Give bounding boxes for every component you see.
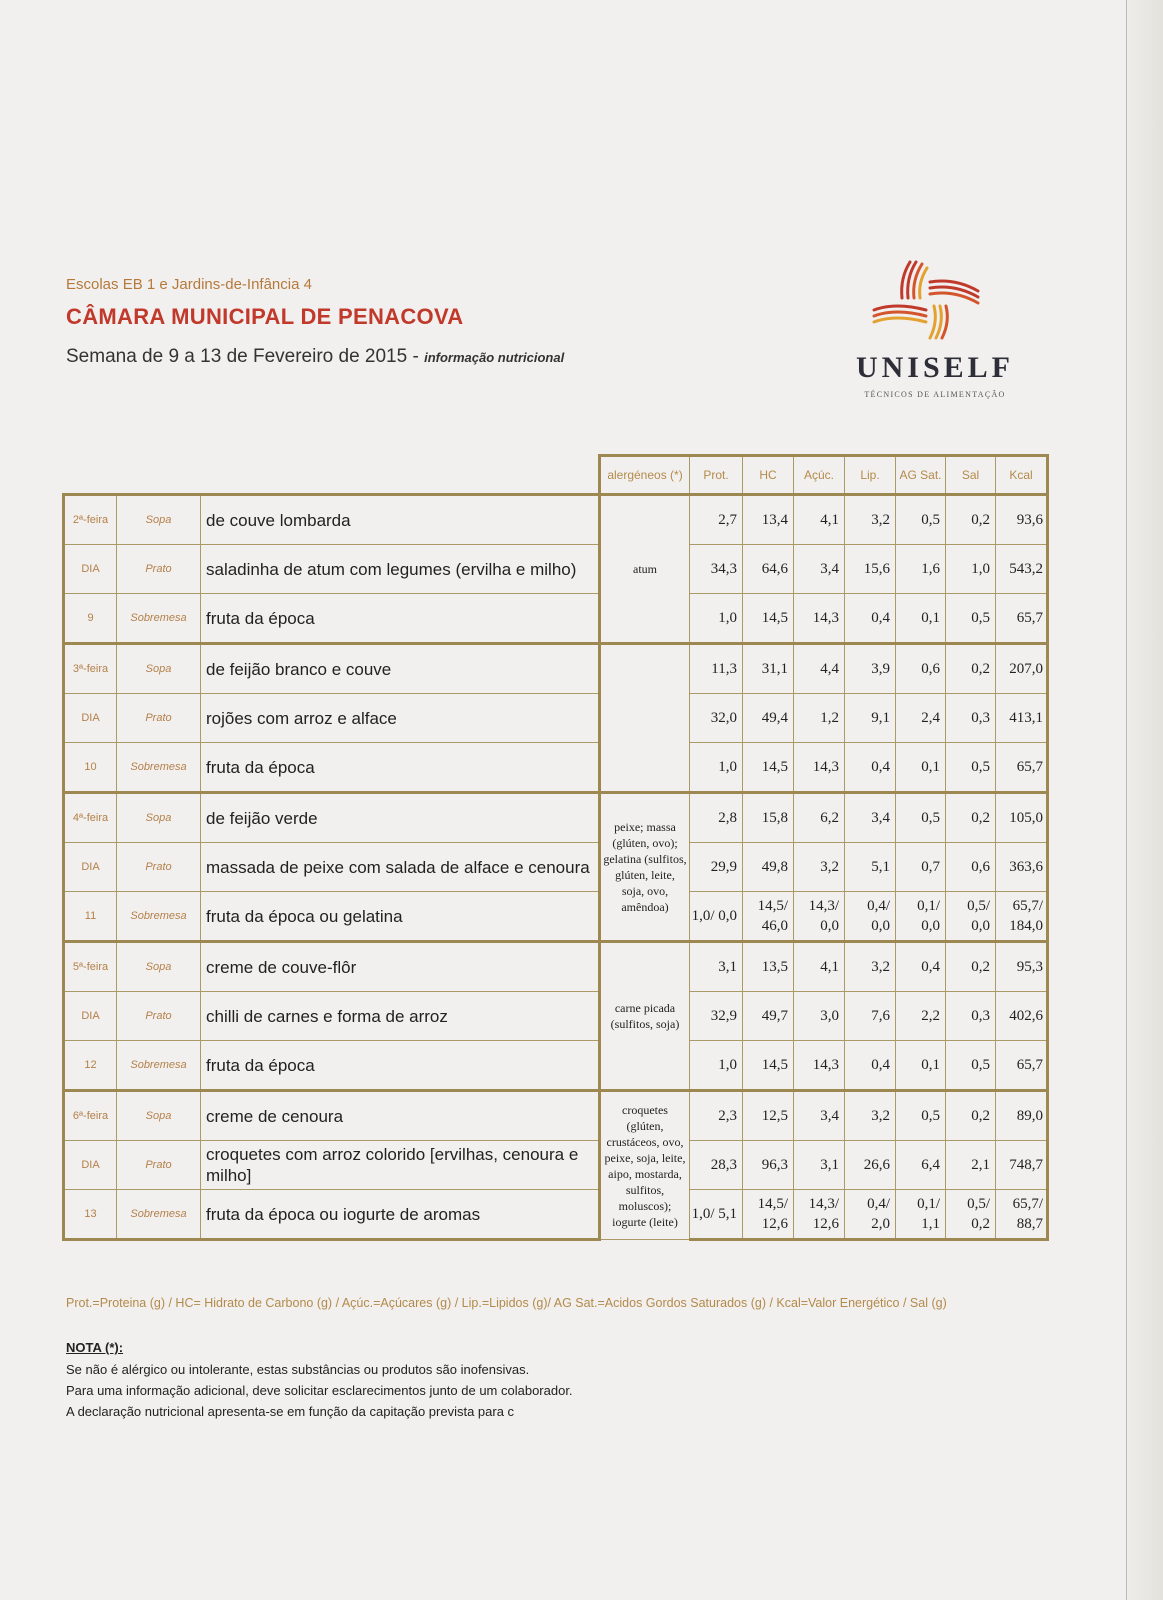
value-ag: 0,1 <box>896 1041 946 1091</box>
value-sal: 2,1 <box>946 1141 996 1190</box>
value-hc: 14,5 <box>743 594 794 644</box>
value-prot: 11,3 <box>690 644 743 694</box>
scan-edge <box>1126 0 1163 1600</box>
course-label: Sopa <box>117 942 201 992</box>
value-sal: 0,5 <box>946 1041 996 1091</box>
nota-line: Para uma informação adicional, deve solicitar esclarecimentos junto de um colaborador. <box>66 1383 573 1398</box>
day-label: DIA <box>64 843 117 892</box>
value-acuc: 14,3/ 0,0 <box>794 892 845 942</box>
dish-name: rojões com arroz e alface <box>201 694 600 743</box>
value-hc: 15,8 <box>743 793 794 843</box>
value-ag: 6,4 <box>896 1141 946 1190</box>
dish-name: creme de cenoura <box>201 1091 600 1141</box>
value-lip: 3,4 <box>845 793 896 843</box>
value-lip: 0,4 <box>845 743 896 793</box>
header-sal: Sal <box>946 456 996 495</box>
value-ag: 0,4 <box>896 942 946 992</box>
value-lip: 0,4/ 2,0 <box>845 1190 896 1240</box>
value-acuc: 3,4 <box>794 1091 845 1141</box>
dish-name: de feijão verde <box>201 793 600 843</box>
course-label: Sopa <box>117 495 201 545</box>
value-kcal: 413,1 <box>996 694 1048 743</box>
value-prot: 1,0/ 0,0 <box>690 892 743 942</box>
value-prot: 1,0 <box>690 743 743 793</box>
value-sal: 0,2 <box>946 942 996 992</box>
header-hc: HC <box>743 456 794 495</box>
header-lip: Lip. <box>845 456 896 495</box>
header-ag: AG Sat. <box>896 456 946 495</box>
value-prot: 1,0 <box>690 1041 743 1091</box>
value-prot: 2,8 <box>690 793 743 843</box>
day-label: 10 <box>64 743 117 793</box>
value-lip: 15,6 <box>845 545 896 594</box>
nutrition-table <box>62 454 1049 1241</box>
value-kcal: 65,7 <box>996 1041 1048 1091</box>
value-sal: 0,2 <box>946 1091 996 1141</box>
table-row <box>64 1141 1048 1190</box>
header-prot: Prot. <box>690 456 743 495</box>
course-label: Prato <box>117 694 201 743</box>
value-hc: 12,5 <box>743 1091 794 1141</box>
value-hc: 49,4 <box>743 694 794 743</box>
table-row <box>64 1091 1048 1141</box>
allergens-cell: croquetes (glúten, crustáceos, ovo, peixe, soja, leite, aipo, mostarda, sulfitos, moluscos); iogurte (leite) <box>600 1091 690 1240</box>
value-sal: 1,0 <box>946 545 996 594</box>
dish-name: chilli de carnes e forma de arroz <box>201 992 600 1041</box>
course-label: Prato <box>117 1141 201 1190</box>
value-hc: 96,3 <box>743 1141 794 1190</box>
value-acuc: 14,3 <box>794 594 845 644</box>
course-label: Prato <box>117 843 201 892</box>
value-ag: 0,7 <box>896 843 946 892</box>
course-label: Sobremesa <box>117 1190 201 1240</box>
value-prot: 3,1 <box>690 942 743 992</box>
value-acuc: 6,2 <box>794 793 845 843</box>
dish-name: fruta da época ou iogurte de aromas <box>201 1190 600 1240</box>
value-acuc: 3,2 <box>794 843 845 892</box>
value-kcal: 543,2 <box>996 545 1048 594</box>
course-label: Sopa <box>117 644 201 694</box>
value-sal: 0,5 <box>946 594 996 644</box>
value-ag: 0,6 <box>896 644 946 694</box>
value-sal: 0,2 <box>946 793 996 843</box>
table-row <box>64 545 1048 594</box>
value-hc: 13,5 <box>743 942 794 992</box>
value-sal: 0,3 <box>946 694 996 743</box>
nota-line: Se não é alérgico ou intolerante, estas substâncias ou produtos são inofensivas. <box>66 1362 530 1377</box>
table-row <box>64 1190 1048 1240</box>
value-kcal: 748,7 <box>996 1141 1048 1190</box>
day-label: 11 <box>64 892 117 942</box>
value-sal: 0,5/ 0,2 <box>946 1190 996 1240</box>
table-row <box>64 992 1048 1041</box>
value-prot: 1,0 <box>690 594 743 644</box>
logo-wordmark: UNISELF <box>855 351 1015 384</box>
day-label: 12 <box>64 1041 117 1091</box>
value-lip: 0,4/ 0,0 <box>845 892 896 942</box>
dish-name: fruta da época <box>201 594 600 644</box>
course-label: Sopa <box>117 793 201 843</box>
table-row <box>64 743 1048 793</box>
value-lip: 0,4 <box>845 1041 896 1091</box>
value-ag: 2,4 <box>896 694 946 743</box>
allergens-cell: carne picada (sulfitos, soja) <box>600 942 690 1091</box>
day-label: 4ª-feira <box>64 793 117 843</box>
value-ag: 2,2 <box>896 992 946 1041</box>
value-hc: 14,5 <box>743 1041 794 1091</box>
value-kcal: 65,7 <box>996 594 1048 644</box>
value-lip: 3,2 <box>845 942 896 992</box>
allergens-cell <box>600 644 690 793</box>
course-label: Sobremesa <box>117 743 201 793</box>
dish-name: fruta da época <box>201 1041 600 1091</box>
value-ag: 0,5 <box>896 1091 946 1141</box>
value-ag: 0,1 <box>896 594 946 644</box>
value-acuc: 14,3 <box>794 1041 845 1091</box>
school-line: Escolas EB 1 e Jardins-de-Infância 4 <box>66 276 312 293</box>
table-row <box>64 942 1048 992</box>
table-row <box>64 793 1048 843</box>
dish-name: croquetes com arroz colorido [ervilhas, cenoura e milho] <box>201 1141 600 1190</box>
value-lip: 3,2 <box>845 495 896 545</box>
day-label: 5ª-feira <box>64 942 117 992</box>
municipal-title: CÂMARA MUNICIPAL DE PENACOVA <box>66 304 464 329</box>
day-label: 13 <box>64 1190 117 1240</box>
week-line <box>66 346 564 368</box>
value-prot: 28,3 <box>690 1141 743 1190</box>
day-label: DIA <box>64 545 117 594</box>
table-row <box>64 843 1048 892</box>
value-kcal: 65,7/ 88,7 <box>996 1190 1048 1240</box>
day-label: 9 <box>64 594 117 644</box>
value-kcal: 105,0 <box>996 793 1048 843</box>
value-sal: 0,5/ 0,0 <box>946 892 996 942</box>
value-acuc: 3,0 <box>794 992 845 1041</box>
value-acuc: 3,4 <box>794 545 845 594</box>
nota-title: NOTA (*): <box>66 1340 124 1355</box>
value-ag: 0,1/ 0,0 <box>896 892 946 942</box>
dish-name: fruta da época ou gelatina <box>201 892 600 942</box>
value-prot: 2,7 <box>690 495 743 545</box>
legend: Prot.=Proteina (g) / HC= Hidrato de Carbono (g) / Açúc.=Açúcares (g) / Lip.=Lipidos (g)/ AG Sat.=Acidos Gordos Saturados (g) / Kcal=Valor Energético / Sal (g) <box>66 1296 947 1310</box>
table-header <box>64 456 1048 495</box>
day-label: 6ª-feira <box>64 1091 117 1141</box>
table-row <box>64 495 1048 545</box>
value-kcal: 89,0 <box>996 1091 1048 1141</box>
dish-name: de feijão branco e couve <box>201 644 600 694</box>
value-lip: 26,6 <box>845 1141 896 1190</box>
course-label: Prato <box>117 992 201 1041</box>
value-kcal: 65,7/ 184,0 <box>996 892 1048 942</box>
value-lip: 0,4 <box>845 594 896 644</box>
day-label: 3ª-feira <box>64 644 117 694</box>
header-allergens: alergéneos (*) <box>600 456 690 495</box>
value-prot: 1,0/ 5,1 <box>690 1190 743 1240</box>
value-hc: 14,5/ 46,0 <box>743 892 794 942</box>
value-hc: 13,4 <box>743 495 794 545</box>
value-acuc: 14,3 <box>794 743 845 793</box>
logo-tagline: TÉCNICOS DE ALIMENTAÇÃO <box>864 390 1006 399</box>
value-acuc: 4,1 <box>794 942 845 992</box>
header-kcal: Kcal <box>996 456 1048 495</box>
course-label: Sobremesa <box>117 594 201 644</box>
table-row <box>64 644 1048 694</box>
value-acuc: 1,2 <box>794 694 845 743</box>
value-prot: 34,3 <box>690 545 743 594</box>
course-label: Prato <box>117 545 201 594</box>
value-kcal: 207,0 <box>996 644 1048 694</box>
nota-line: A declaração nutricional apresenta-se em função da capitação prevista para c <box>66 1404 515 1419</box>
day-label: DIA <box>64 1141 117 1190</box>
value-hc: 49,7 <box>743 992 794 1041</box>
uniself-mark-icon <box>830 258 1040 348</box>
value-lip: 5,1 <box>845 843 896 892</box>
course-label: Sobremesa <box>117 892 201 942</box>
table-row <box>64 594 1048 644</box>
header-acuc: Açúc. <box>794 456 845 495</box>
value-sal: 0,2 <box>946 644 996 694</box>
allergens-cell: peixe; massa (glúten, ovo); gelatina (sulfitos, glúten, leite, soja, ovo, amêndoa) <box>600 793 690 942</box>
dish-name: fruta da época <box>201 743 600 793</box>
day-label: DIA <box>64 694 117 743</box>
day-label: 2ª-feira <box>64 495 117 545</box>
value-hc: 14,5 <box>743 743 794 793</box>
value-acuc: 3,1 <box>794 1141 845 1190</box>
value-ag: 0,5 <box>896 495 946 545</box>
course-label: Sobremesa <box>117 1041 201 1091</box>
uniself-logo <box>830 258 1040 408</box>
value-acuc: 4,1 <box>794 495 845 545</box>
value-lip: 3,2 <box>845 1091 896 1141</box>
value-lip: 3,9 <box>845 644 896 694</box>
value-sal: 0,3 <box>946 992 996 1041</box>
value-sal: 0,6 <box>946 843 996 892</box>
value-ag: 1,6 <box>896 545 946 594</box>
value-prot: 32,0 <box>690 694 743 743</box>
dish-name: de couve lombarda <box>201 495 600 545</box>
value-hc: 64,6 <box>743 545 794 594</box>
value-lip: 7,6 <box>845 992 896 1041</box>
value-kcal: 363,6 <box>996 843 1048 892</box>
value-acuc: 14,3/ 12,6 <box>794 1190 845 1240</box>
table-row <box>64 892 1048 942</box>
value-ag: 0,1 <box>896 743 946 793</box>
week-text: Semana de 9 a 13 de Fevereiro de 2015 - <box>66 346 425 367</box>
value-kcal: 402,6 <box>996 992 1048 1041</box>
day-label: DIA <box>64 992 117 1041</box>
value-ag: 0,5 <box>896 793 946 843</box>
value-hc: 14,5/ 12,6 <box>743 1190 794 1240</box>
dish-name: creme de couve-flôr <box>201 942 600 992</box>
value-ag: 0,1/ 1,1 <box>896 1190 946 1240</box>
course-label: Sopa <box>117 1091 201 1141</box>
dish-name: massada de peixe com salada de alface e cenoura <box>201 843 600 892</box>
value-prot: 32,9 <box>690 992 743 1041</box>
value-hc: 31,1 <box>743 644 794 694</box>
value-sal: 0,2 <box>946 495 996 545</box>
value-lip: 9,1 <box>845 694 896 743</box>
table-row <box>64 1041 1048 1091</box>
table-row <box>64 694 1048 743</box>
value-hc: 49,8 <box>743 843 794 892</box>
dish-name: saladinha de atum com legumes (ervilha e milho) <box>201 545 600 594</box>
allergens-cell: atum <box>600 495 690 644</box>
value-prot: 2,3 <box>690 1091 743 1141</box>
value-prot: 29,9 <box>690 843 743 892</box>
week-info: informação nutricional <box>424 350 565 365</box>
value-acuc: 4,4 <box>794 644 845 694</box>
value-kcal: 93,6 <box>996 495 1048 545</box>
value-sal: 0,5 <box>946 743 996 793</box>
value-kcal: 65,7 <box>996 743 1048 793</box>
value-kcal: 95,3 <box>996 942 1048 992</box>
